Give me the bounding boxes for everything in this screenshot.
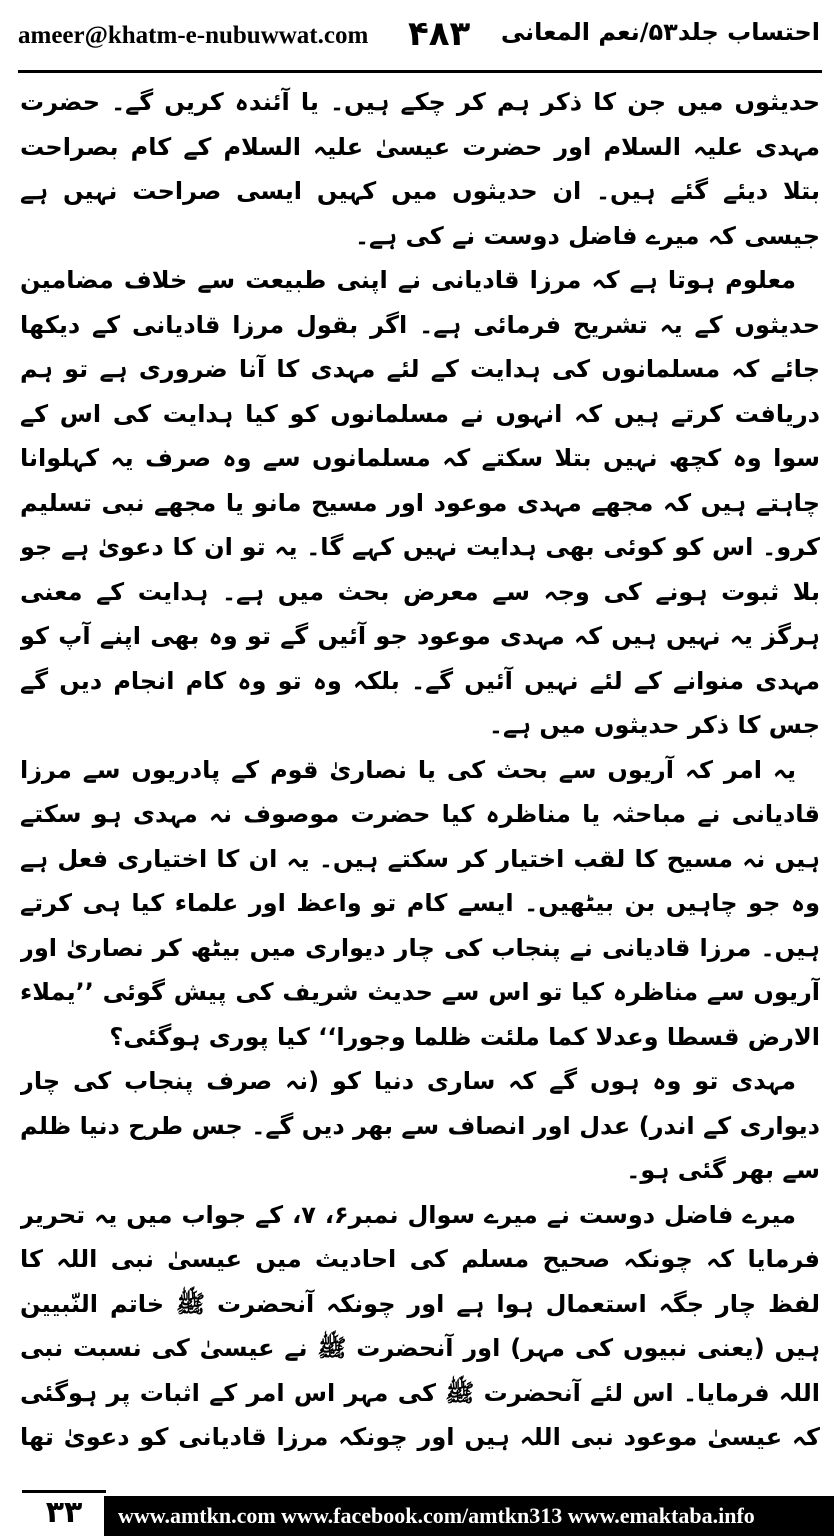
paragraph-2: معلوم ہوتا ہے کہ مرزا قادیانی نے اپنی طبیعت سے خلاف مضامین حدیثوں کے یہ تشریح فرمائی ہے۔ اگر بقول مرزا قادیانی کے دیکھا جائے کہ مسلمانوں کی ہدایت کے لئے مہدی کا آنا ضروری ہے تو ہم دریافت کرتے ہیں کہ انہوں نے مسلمانوں کو کیا ہدایت کی اس کے سوا وہ کچھ نہیں بتلا سکتے کہ مسلمانوں سے وہ صرف یہ کہلوانا چاہتے ہیں کہ مجھے مہدی موعود اور مسیح مانو یا مجھے نبی تسلیم کرو۔ اس کو کوئی بھی ہدایت نہیں کہے گا۔ یہ تو ان کا دعویٰ ہے جو بلا ثبوت ہونے کی وجہ سے معرض بحث میں ہے۔ ہدایت کے معنی ہرگز یہ نہیں ہیں کہ مہدی موعود جو آئیں گے تو وہ بھی اپنے آپ کو مہدی منوانے کے لئے نہیں آئیں گے۔ بلکہ وہ تو وہ کام انجام دیں گے جس کا ذکر حدیثوں میں ہے۔ <box>20 266 820 739</box>
page-body <box>20 80 820 1465</box>
header-email: ameer@khatm-e-nubuwwat.com <box>18 22 369 49</box>
paragraph-1: حدیثوں میں جن کا ذکر ہم کر چکے ہیں۔ یا آئندہ کریں گے۔ حضرت مہدی علیہ السلام اور حضرت عیسیٰ علیہ السلام کے کام بصراحت بتلا دیئے گئے ہیں۔ ان حدیثوں میں کہیں ایسی صراحت نہیں ہے جیسی کہ میرے فاضل دوست نے کی ہے۔ <box>20 88 820 250</box>
header-page-number: ۴۸۳ <box>408 14 471 54</box>
header-book-title: احتساب جلد۵۳/نعم المعانی <box>500 18 820 46</box>
page-footer <box>0 1486 840 1540</box>
header-divider <box>18 70 822 73</box>
footer-links: www.amtkn.com www.facebook.com/amtkn313 www.emaktaba.info <box>104 1496 834 1536</box>
footer-page-number: ۳۳ <box>22 1490 106 1533</box>
paragraph-3: یہ امر کہ آریوں سے بحث کی یا نصاریٰ قوم کے پادریوں سے مرزا قادیانی نے مباحثہ یا مناظرہ کیا حضرت موصوف نہ مہدی ہو سکتے ہیں نہ مسیح کا لقب اختیار کر سکتے ہیں۔ یہ ان کا اختیاری فعل ہے وہ جو چاہیں بن بیٹھیں۔ ایسے کام تو واعظ اور علماء کیا ہی کرتے ہیں۔ مرزا قادیانی نے پنجاب کی چار دیواری میں بیٹھ کر نصاریٰ اور آریوں سے مناظرہ کیا تو اس سے حدیث شریف کی پیش گوئی ’’یملاء الارض قسطا وعدلا کما ملئت ظلما وجورا‘‘ کیا پوری ہوگئی؟ <box>20 755 820 1051</box>
paragraph-4: مہدی تو وہ ہوں گے کہ ساری دنیا کو (نہ صرف پنجاب کی چار دیواری کے اندر) عدل اور انصاف سے بھر دیں گے۔ جس طرح دنیا ظلم سے بھر گئی ہو۔ <box>20 1067 820 1184</box>
page-header <box>0 0 840 76</box>
paragraph-5: میرے فاضل دوست نے میرے سوال نمبر۶، ۷، کے جواب میں یہ تحریر فرمایا کہ چونکہ صحیح مسلم کی احادیث میں عیسیٰ نبی اللہ کا لفظ چار جگہ استعمال ہوا ہے اور چونکہ آنحضرت ﷺ خاتم النّبیین ہیں (یعنی نبیوں کی مہر) اور آنحضرت ﷺ نے عیسیٰ کی نسبت نبی اللہ فرمایا۔ اس لئے آنحضرت ﷺ کی مہر اس امر کے اثبات پر ہوگئی کہ عیسیٰ موعود نبی اللہ ہیں اور چونکہ مرزا قادیانی کو دعویٰ تھا <box>20 1200 820 1451</box>
